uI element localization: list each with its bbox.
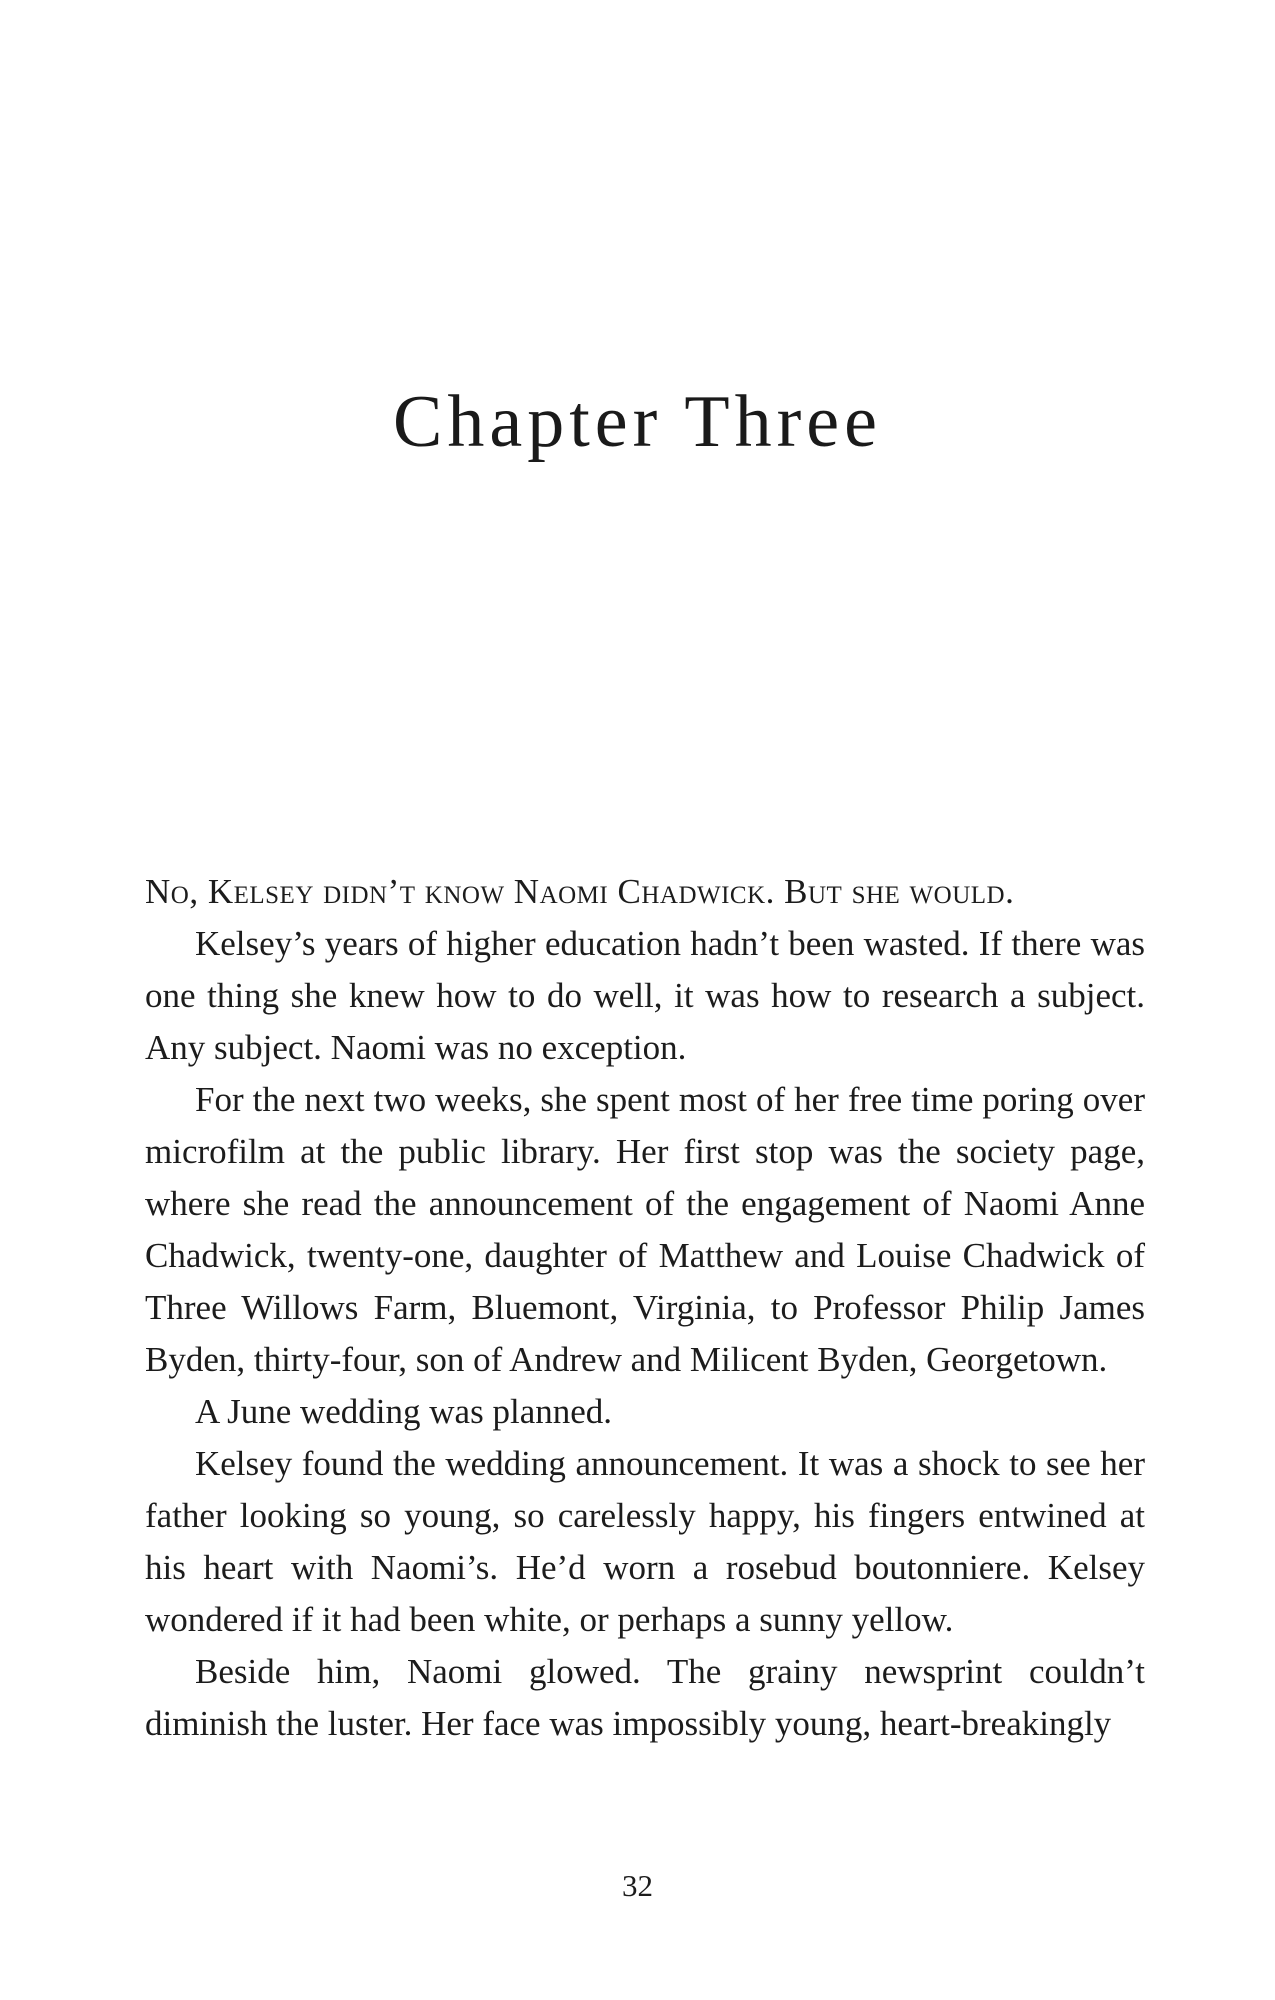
paragraph: Beside him, Naomi glowed. The grainy newsprint couldn’t diminish the luster. Her face was impossibly young, heart-breakingly [145,1652,1145,1743]
paragraph: For the next two weeks, she spent most of her free time poring over microfilm at the public library. Her first stop was the society page, where she read the announcement of the engagement of Naomi Anne Chadwick, twenty-one, daughter of Matthew and Louise Chadwick of Three Willows Farm, Bluemont, Virginia, to Professor Philip James Byden, thirty-four, son of Andrew and Milicent Byden, Georgetown. [145,1080,1145,1379]
paragraph: Kelsey found the wedding announcement. It was a shock to see her father looking so young, so carelessly happy, his fingers entwined at his heart with Naomi’s. He’d worn a rosebud boutonniere. Kelsey wondered if it had been white, or perhaps a sunny yellow. [145,1444,1145,1639]
paragraph: A June wedding was planned. [195,1392,613,1431]
paragraph-opening: No, Kelsey didn’t know Naomi Chadwick. But she would. [145,872,1015,911]
body-text [145,866,1145,1750]
chapter-title: Chapter Three [393,381,882,463]
paragraph: Kelsey’s years of higher education hadn’t been wasted. If there was one thing she knew how to do well, it was how to research a subject. Any subject. Naomi was no exception. [145,924,1145,1067]
page-number: 32 [622,1868,653,1903]
